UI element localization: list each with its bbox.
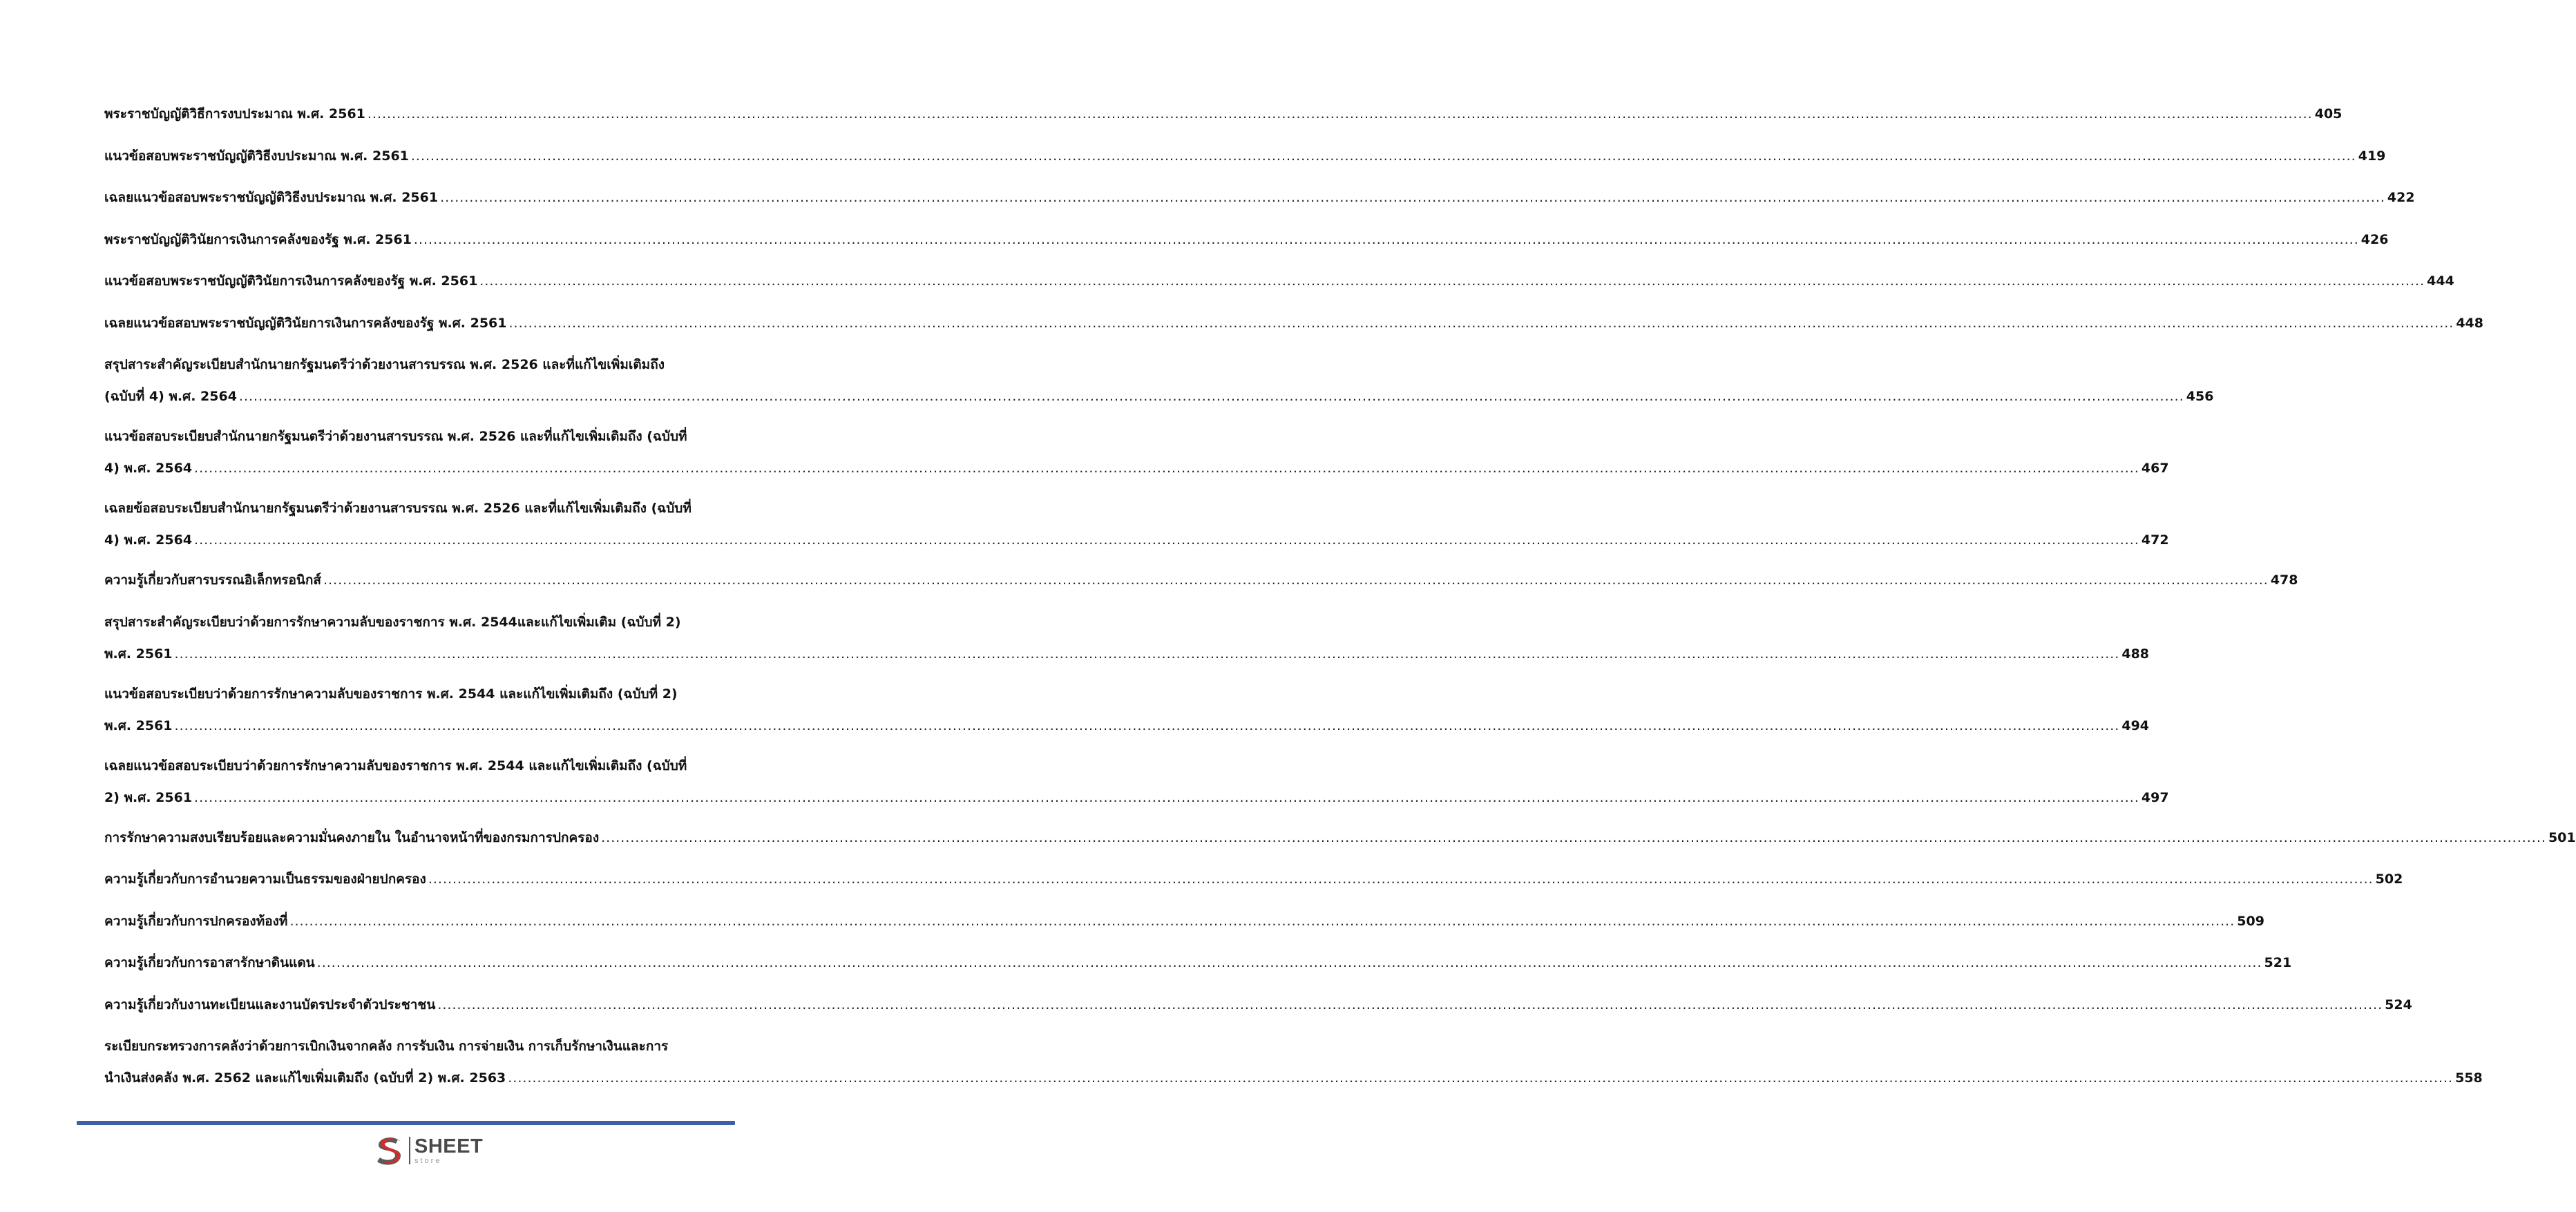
toc-dot-leader: ................................................................................................................................................................................................................................................................................................................................................................................................................	[437, 997, 2383, 1012]
toc-entry[interactable]	[104, 1036, 2483, 1108]
toc-dot-leader: ................................................................................................................................................................................................................................................................................................................................................................................................................	[367, 106, 2313, 122]
toc-dot-leader: ................................................................................................................................................................................................................................................................................................................................................................................................................	[428, 872, 2374, 887]
toc-entry[interactable]	[104, 354, 2214, 426]
toc-entry[interactable]	[104, 104, 2343, 146]
toc-entry-title-continued: นำเงินส่งคลัง พ.ศ. 2562 และแก้ไขเพิ่มเติมถึง (ฉบับที่ 2) พ.ศ. 2563	[104, 1070, 506, 1086]
footer-rule	[77, 1121, 735, 1125]
toc-entry-title: แนวข้อสอบพระราชบัญญัติวิธีงบประมาณ พ.ศ. 2561	[104, 148, 409, 164]
toc-entry-line	[104, 952, 2292, 973]
toc-entry[interactable]	[104, 229, 2389, 271]
toc-entry-line	[104, 229, 2389, 250]
toc-entry-line	[104, 869, 2403, 889]
toc-page-number: 501	[2548, 829, 2576, 845]
toc-page-number: 467	[2141, 461, 2169, 476]
toc-page-number: 494	[2121, 718, 2150, 733]
toc-entry-title: เฉลยข้อสอบระเบียบสำนักนายกรัฐมนตรีว่าด้วยงานสารบรรณ พ.ศ. 2526 และที่แก้ไขเพิ่มเติมถึง (ฉบับที่	[104, 501, 691, 516]
toc-page-number: 472	[2141, 532, 2169, 548]
toc-entry[interactable]	[104, 869, 2403, 911]
toc-entry-line	[104, 187, 2415, 208]
toc-entry-title: ความรู้เกี่ยวกับการอำนวยความเป็นธรรมของฝ่ายปกครอง	[104, 872, 426, 887]
toc-dot-leader: ................................................................................................................................................................................................................................................................................................................................................................................................................	[410, 148, 2356, 164]
toc-entry[interactable]	[104, 187, 2415, 229]
toc-entry-title: พระราชบัญญัติวินัยการเงินการคลังของรัฐ พ.ศ. 2561	[104, 231, 412, 247]
logo-divider	[409, 1137, 410, 1164]
toc-entry[interactable]	[104, 911, 2264, 953]
sheet-store-logo-icon	[372, 1134, 406, 1167]
toc-entry-line	[104, 827, 2576, 848]
toc-page-number: 521	[2264, 955, 2292, 970]
toc-entry-line	[104, 104, 2343, 124]
toc-dot-leader: ................................................................................................................................................................................................................................................................................................................................................................................................................	[174, 718, 2120, 733]
toc-entry[interactable]	[104, 570, 2298, 612]
toc-entry-title-continued: พ.ศ. 2561	[104, 646, 173, 662]
toc-entry-title: ความรู้เกี่ยวกับสารบรรณอิเล็กทรอนิกส์	[104, 573, 321, 588]
toc-page-number: 509	[2237, 913, 2264, 929]
toc-page-number: 478	[2270, 573, 2298, 588]
toc-entry-line	[104, 530, 2169, 550]
toc-dot-leader: ................................................................................................................................................................................................................................................................................................................................................................................................................	[194, 532, 2139, 548]
toc-entry-line	[104, 386, 2214, 407]
toc-dot-leader: ................................................................................................................................................................................................................................................................................................................................................................................................................	[323, 573, 2269, 588]
toc-entry-line	[104, 313, 2483, 334]
toc-entry-title-continued: พ.ศ. 2561	[104, 718, 173, 733]
toc-entry-title: ความรู้เกี่ยวกับการปกครองท้องที่	[104, 913, 288, 929]
toc-page-number: 497	[2141, 789, 2169, 805]
toc-page-number: 422	[2387, 190, 2415, 205]
toc-dot-leader: ................................................................................................................................................................................................................................................................................................................................................................................................................	[508, 315, 2454, 331]
toc-entry-line	[104, 787, 2169, 808]
toc-dot-leader: ................................................................................................................................................................................................................................................................................................................................................................................................................	[440, 190, 2385, 205]
toc-entry-line	[104, 146, 2386, 166]
toc-entry-title: แนวข้อสอบพระราชบัญญัติวินัยการเงินการคลังของรัฐ พ.ศ. 2561	[104, 273, 478, 289]
toc-entry-line	[104, 1068, 2483, 1088]
toc-entry-line	[104, 644, 2150, 664]
toc-entry-title: ความรู้เกี่ยวกับงานทะเบียนและงานบัตรประจำตัวประชาชน	[104, 997, 436, 1012]
toc-entry-title: แนวข้อสอบระเบียบสำนักนายกรัฐมนตรีว่าด้วยงานสารบรรณ พ.ศ. 2526 และที่แก้ไขเพิ่มเติมถึง (ฉบับที่	[104, 429, 687, 444]
toc-entry[interactable]	[104, 313, 2483, 355]
toc-page-number: 558	[2455, 1070, 2483, 1086]
toc-dot-leader: ................................................................................................................................................................................................................................................................................................................................................................................................................	[238, 389, 2184, 404]
toc-entry-line	[104, 911, 2264, 932]
toc-entry[interactable]	[104, 146, 2386, 188]
toc-dot-leader: ................................................................................................................................................................................................................................................................................................................................................................................................................	[508, 1070, 2454, 1086]
toc-dot-leader: ................................................................................................................................................................................................................................................................................................................................................................................................................	[413, 231, 2359, 247]
toc-entry-line	[104, 271, 2454, 291]
toc-entry[interactable]	[104, 426, 2169, 498]
toc-entry[interactable]	[104, 827, 2576, 869]
toc-page-number: 444	[2427, 273, 2454, 289]
toc-entry-title: เฉลยแนวข้อสอบพระราชบัญญัติวิธีงบประมาณ พ.ศ. 2561	[104, 190, 439, 205]
logo-word: SHEET	[414, 1135, 484, 1157]
toc-page-number: 502	[2375, 872, 2403, 887]
toc-entry-title: เฉลยแนวข้อสอบระเบียบว่าด้วยการรักษาความลับของราชการ พ.ศ. 2544 และแก้ไขเพิ่มเติมถึง (ฉบับที่	[104, 758, 687, 773]
toc-dot-leader: ................................................................................................................................................................................................................................................................................................................................................................................................................	[289, 913, 2235, 929]
toc-page-number: 524	[2385, 997, 2412, 1012]
sheet-store-logo	[372, 1134, 489, 1167]
toc-page-number: 448	[2456, 315, 2483, 331]
toc-dot-leader: ................................................................................................................................................................................................................................................................................................................................................................................................................	[174, 646, 2120, 662]
toc-entry-title: สรุปสาระสำคัญระเบียบว่าด้วยการรักษาความลับของราชการ พ.ศ. 2544และแก้ไขเพิ่มเติม (ฉบับที่ 2)	[104, 614, 681, 630]
toc-entry-line	[104, 715, 2150, 736]
toc-entry-title-continued: 4) พ.ศ. 2564	[104, 532, 193, 548]
toc-entry[interactable]	[104, 952, 2292, 994]
toc-entry-title: ความรู้เกี่ยวกับการอาสารักษาดินแดน	[104, 955, 315, 970]
toc-entry[interactable]	[104, 994, 2412, 1037]
toc-entry[interactable]	[104, 271, 2454, 313]
toc-dot-leader: ................................................................................................................................................................................................................................................................................................................................................................................................................	[479, 273, 2425, 289]
toc-entry-title: สรุปสาระสำคัญระเบียบสำนักนายกรัฐมนตรีว่าด้วยงานสารบรรณ พ.ศ. 2526 และที่แก้ไขเพิ่มเติมถึง	[104, 357, 665, 372]
toc-entry[interactable]	[104, 684, 2150, 756]
toc-dot-leader: ................................................................................................................................................................................................................................................................................................................................................................................................................	[194, 461, 2139, 476]
toc-dot-leader: ................................................................................................................................................................................................................................................................................................................................................................................................................	[194, 789, 2139, 805]
toc-entry-title: ระเบียบกระทรวงการคลังว่าด้วยการเบิกเงินจากคลัง การรับเงิน การจ่ายเงิน การเก็บรักษาเงินและการ	[104, 1039, 669, 1054]
toc-entry-title-continued: 4) พ.ศ. 2564	[104, 461, 193, 476]
toc-entry[interactable]	[104, 756, 2169, 827]
table-of-contents	[104, 104, 2576, 1108]
toc-page-number: 405	[2314, 106, 2343, 122]
toc-entry[interactable]	[104, 612, 2150, 684]
toc-page-number: 426	[2360, 231, 2389, 247]
toc-entry-title: การรักษาความสงบเรียบร้อยและความมั่นคงภายใน ในอำนาจหน้าที่ของกรมการปกครอง	[104, 829, 600, 845]
toc-entry-title: แนวข้อสอบระเบียบว่าด้วยการรักษาความลับของราชการ พ.ศ. 2544 และแก้ไขเพิ่มเติมถึง (ฉบับที่ 2)	[104, 686, 678, 702]
toc-entry[interactable]	[104, 498, 2169, 570]
toc-page-number: 419	[2358, 148, 2386, 164]
logo-subword: store	[414, 1156, 442, 1165]
toc-entry-line	[104, 994, 2412, 1015]
toc-dot-leader: ................................................................................................................................................................................................................................................................................................................................................................................................................	[316, 955, 2262, 970]
toc-page-number: 488	[2121, 646, 2150, 662]
toc-entry-line	[104, 458, 2169, 479]
toc-entry-title: พระราชบัญญัติวิธีการงบประมาณ พ.ศ. 2561	[104, 106, 365, 122]
toc-entry-title: เฉลยแนวข้อสอบพระราชบัญญัติวินัยการเงินการคลังของรัฐ พ.ศ. 2561	[104, 315, 507, 331]
toc-entry-title-continued: (ฉบับที่ 4) พ.ศ. 2564	[104, 389, 237, 404]
toc-page-number: 456	[2186, 389, 2214, 404]
toc-entry-line	[104, 570, 2298, 590]
toc-dot-leader: ................................................................................................................................................................................................................................................................................................................................................................................................................	[601, 829, 2546, 845]
logo-text	[414, 1137, 483, 1165]
toc-entry-title-continued: 2) พ.ศ. 2561	[104, 789, 193, 805]
